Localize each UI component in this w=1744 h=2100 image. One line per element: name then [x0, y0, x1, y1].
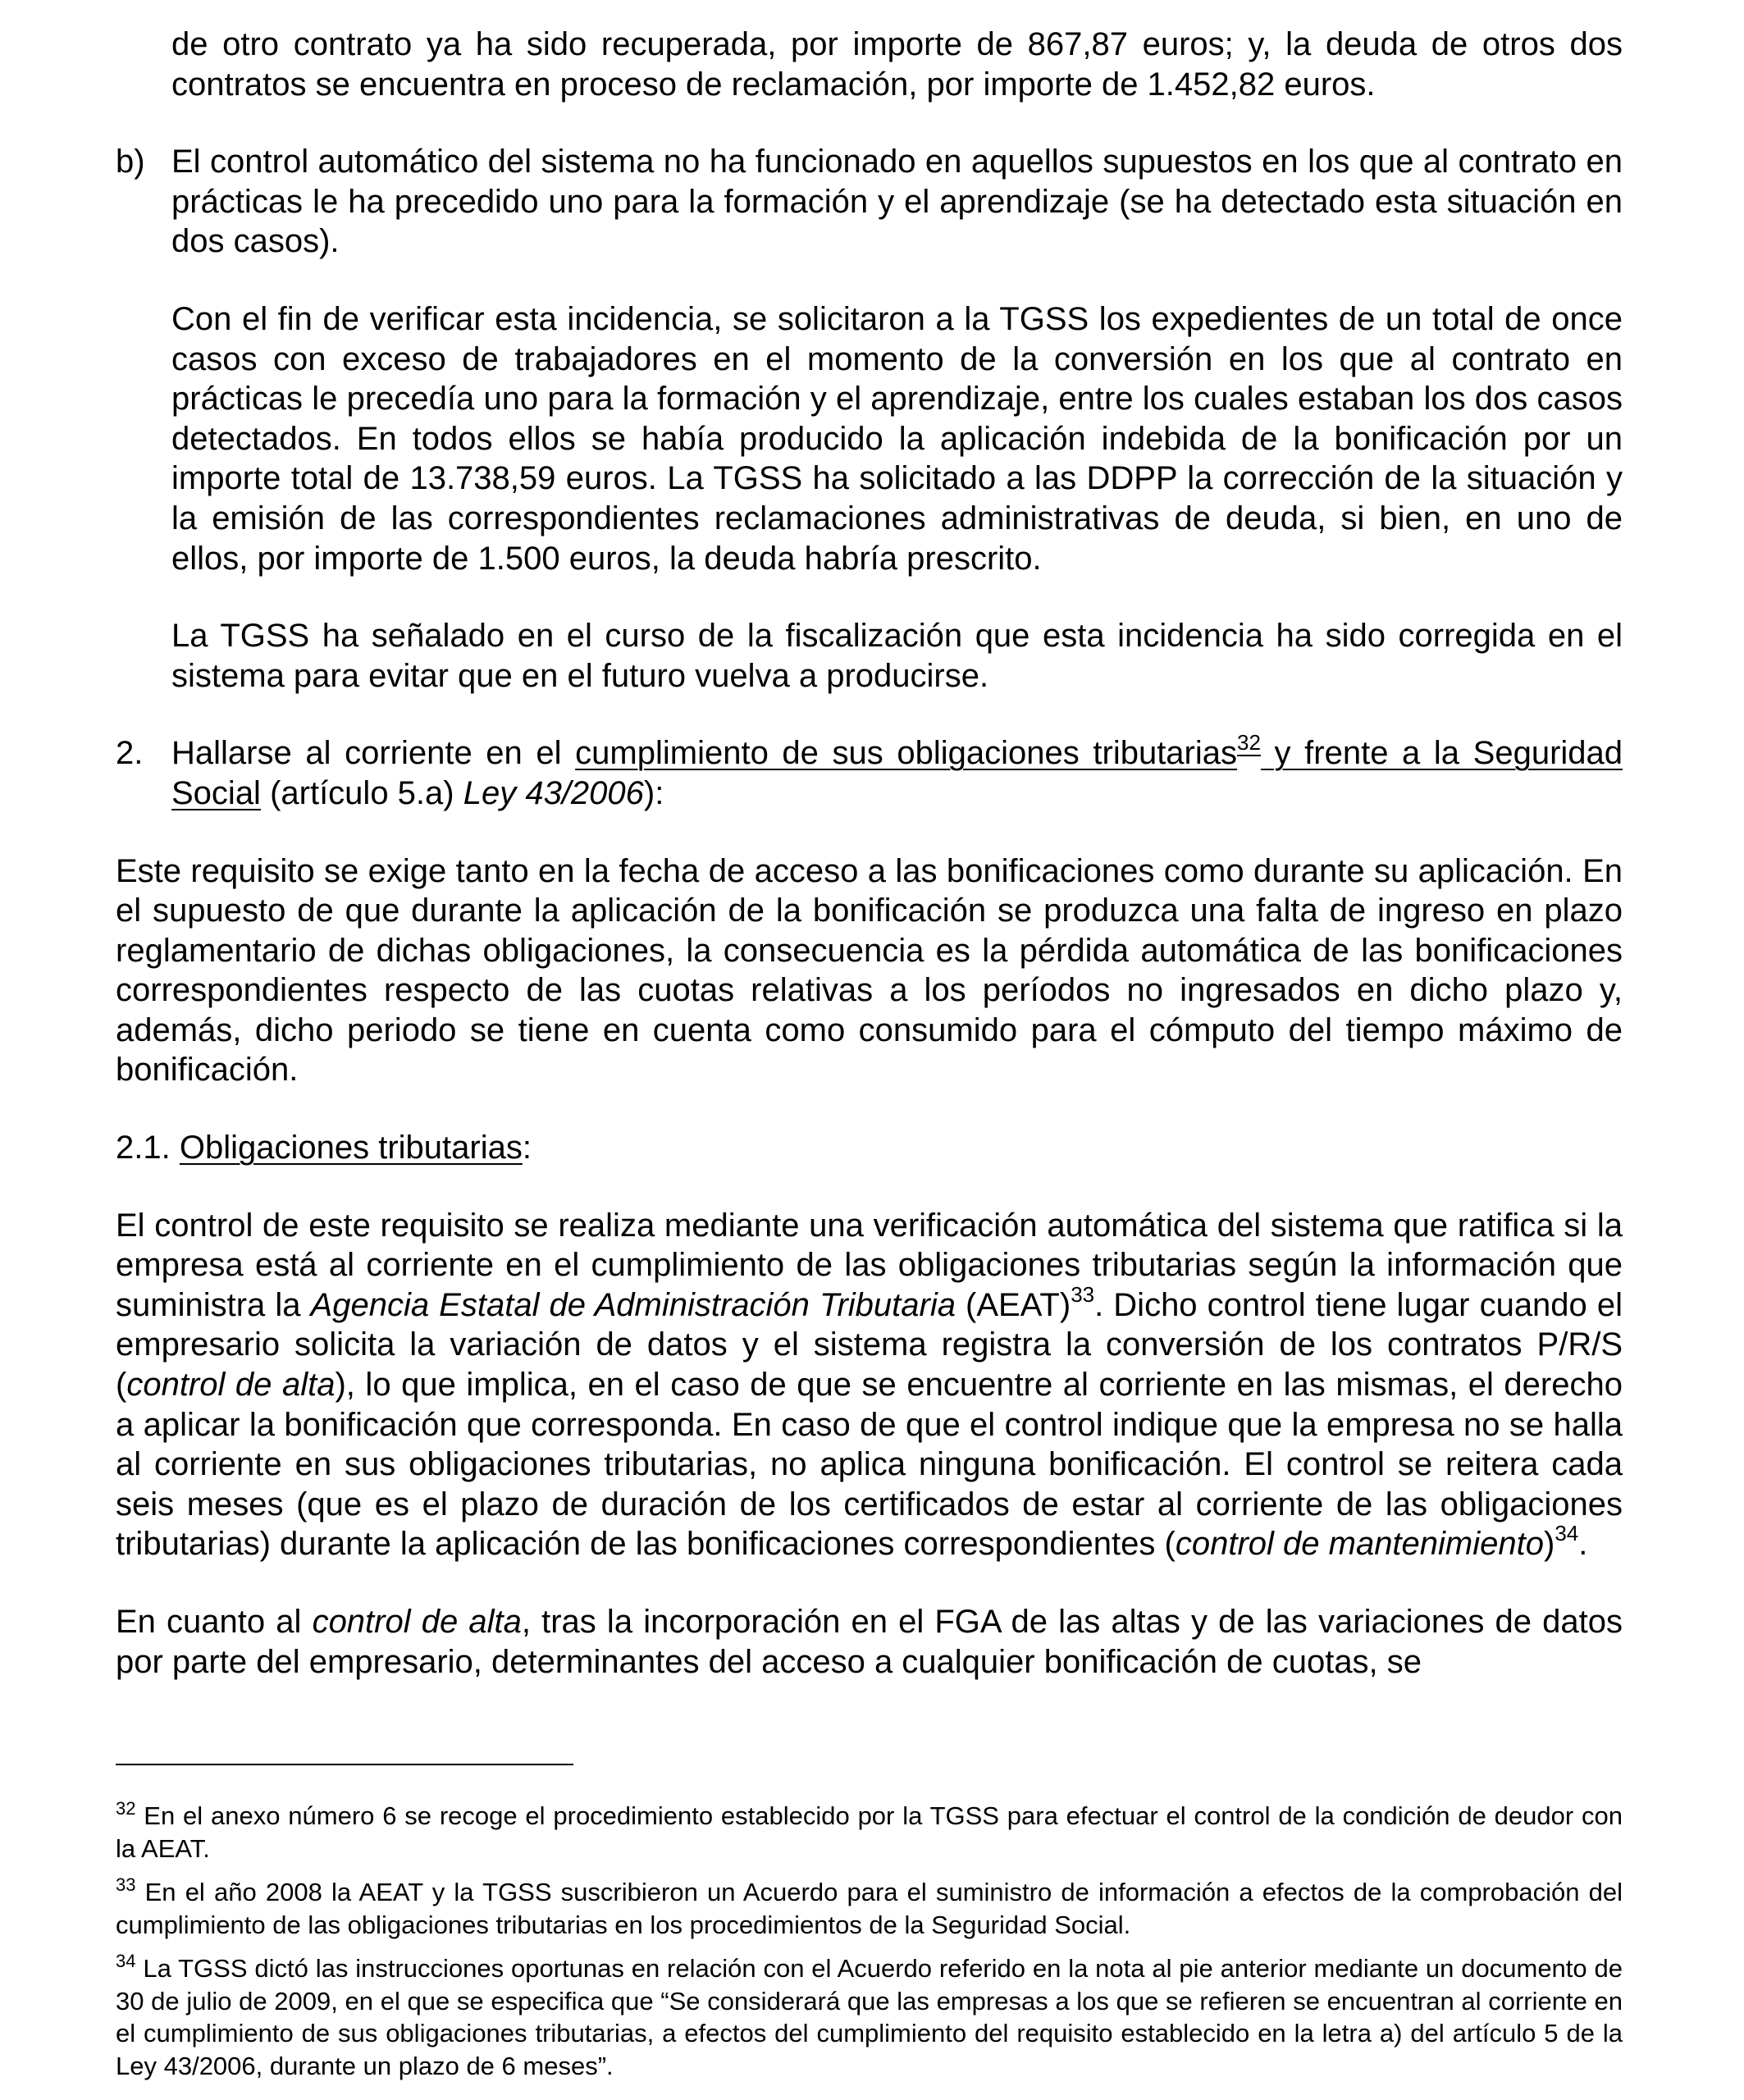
item-2-underlined-b: y frente a la Seguridad Social	[171, 735, 1623, 811]
control-mantenimiento-term: control de mantenimiento	[1175, 1526, 1544, 1563]
alta-text-2: , tras la incorporación en el FGA de las altas y de las variaciones de datos por parte del empresario, determinantes del acceso a cualquier bonificación de cuotas, se	[116, 1604, 1623, 1680]
control-text-5: )	[1543, 1526, 1555, 1563]
control-alta-term: control de alta	[126, 1367, 336, 1404]
alta-text-1: En cuanto al	[116, 1604, 313, 1640]
footnote-number: 32	[116, 1798, 136, 1819]
control-text-6: .	[1578, 1526, 1588, 1563]
control-text-3: . Dicho control tiene lugar cuando el empresario solicita la variación de datos y el sistema registra la conversión de los contratos P/R/S (	[116, 1286, 1623, 1404]
list-item-2	[116, 730, 1623, 813]
paragraph-verificar: Con el fin de verificar esta incidencia, se solicitaron a la TGSS los expedientes de un total de once casos con exceso de trabajadores en el momento de la conversión en los que al contrato en prácticas le precedía uno para la formación y el aprendizaje, entre los cuales estaban los dos casos detectados. En todos ellos se había producido la aplicación indebida de la bonificación por un importe total de 13.738,59 euros. La TGSS ha solicitado a las DDPP la corrección de la situación y la emisión de las correspondientes reclamaciones administrativas de deuda, si bien, en uno de ellos, por importe de 1.500 euros, la deuda habría prescrito.	[171, 300, 1623, 577]
item-2-underlined-a: cumplimiento de sus obligaciones tributarias	[575, 735, 1238, 772]
footnote-number: 33	[116, 1874, 136, 1895]
footnote-number: 34	[116, 1951, 136, 1971]
control-alta-term-2: control de alta	[312, 1604, 522, 1640]
item-2-text-start: Hallarse al corriente en el	[171, 735, 576, 772]
paragraph-control-alta	[116, 1602, 1623, 1682]
footnote-text: En el año 2008 la AEAT y la TGSS suscribieron un Acuerdo para el suministro de información a efectos de la comprobación del cumplimiento de las obligaciones tributarias en los procedimientos de la Seguridad Social.	[116, 1878, 1623, 1939]
footnote-separator	[116, 1764, 573, 1765]
section-number: 2.1.	[116, 1130, 180, 1166]
footnote-ref-34[interactable]: 34	[1555, 1521, 1579, 1546]
control-text-2: (AEAT)	[955, 1286, 1071, 1323]
section-title: Obligaciones tributarias	[179, 1130, 523, 1166]
footnote-ref-33[interactable]: 33	[1071, 1281, 1095, 1307]
list-marker-b: b)	[116, 144, 145, 180]
paragraph-requisito: Este requisito se exige tanto en la fecha de acceso a las bonificaciones como durante su aplicación. En el supuesto de que durante la aplicación de la bonificación se produzca una falta de ingreso en plazo reglamentario de dichas obligaciones, la consecuencia es la pérdida automática de las bonificaciones correspondientes respecto de las cuotas relativas a los períodos no ingresados en dicho plazo y, además, dicho periodo se tiene en cuenta como consumido para el cómputo del tiempo máximo de bonificación.	[116, 852, 1623, 1089]
section-2-1-heading	[116, 1128, 1623, 1168]
footnotes	[116, 1764, 1623, 2093]
item-2-text-mid: (artículo 5.a)	[260, 774, 463, 811]
list-item-b	[116, 142, 1623, 262]
control-text-1: El control de este requisito se realiza mediante una verificación automática del sistema que ratifica si la empresa está al corriente en el cumplimiento de las obligaciones tributarias según la información que suministra la	[116, 1207, 1623, 1323]
footnote-32	[116, 1800, 1623, 1865]
document-body	[116, 25, 1623, 1682]
footnote-ref-32[interactable]: 32	[1237, 730, 1261, 756]
paragraph-control	[116, 1206, 1623, 1564]
footnote-33	[116, 1876, 1623, 1941]
footnote-text: La TGSS dictó las instrucciones oportunas en relación con el Acuerdo referido en la nota al pie anterior mediante un documento de 30 de julio de 2009, en el que se especifica que “Se considerará que las empresas a los que se refieren se encuentran al corriente en el cumplimiento de sus obligaciones tributarias, a efectos del cumplimiento del requisito establecido en la letra a) del artículo 5 de la Ley 43/2006, durante un plazo de 6 meses”.	[116, 1954, 1623, 2080]
footnote-34	[116, 1952, 1623, 2082]
paragraph-tgss-corregida: La TGSS ha señalado en el curso de la fiscalización que esta incidencia ha sido corregida en el sistema para evitar que en el futuro vuelva a producirse.	[171, 618, 1623, 694]
item-2-text-end: ):	[643, 774, 664, 811]
footnote-text: En el anexo número 6 se recoge el procedimiento establecido por la TGSS para efectuar el control de la condición de deudor con la AEAT.	[116, 1801, 1623, 1863]
top-paragraph: de otro contrato ya ha sido recuperada, por importe de 867,87 euros; y, la deuda de otros dos contratos se encuentra en proceso de reclamación, por importe de 1.452,82 euros.	[171, 26, 1623, 103]
list-item-b-text: El control automático del sistema no ha funcionado en aquellos supuestos en los que al contrato en prácticas le ha precedido uno para la formación y el aprendizaje (se ha detectado esta situación en dos casos).	[171, 144, 1623, 260]
law-reference: Ley 43/2006	[463, 774, 644, 811]
list-marker-2: 2.	[116, 735, 144, 772]
section-colon: :	[522, 1130, 532, 1166]
control-text-4: ), lo que implica, en el caso de que se encuentre al corriente en las mismas, el derecho a aplicar la bonificación que corresponda. En caso de que el control indique que la empresa no se halla al corriente en sus obligaciones tributarias, no aplica ninguna bonificación. El control se reitera cada seis meses (que es el plazo de duración de los certificados de estar al corriente de las obligaciones tributarias) durante la aplicación de las bonificaciones correspondientes (	[116, 1367, 1623, 1563]
agency-name: Agencia Estatal de Administración Tributaria	[310, 1286, 956, 1323]
